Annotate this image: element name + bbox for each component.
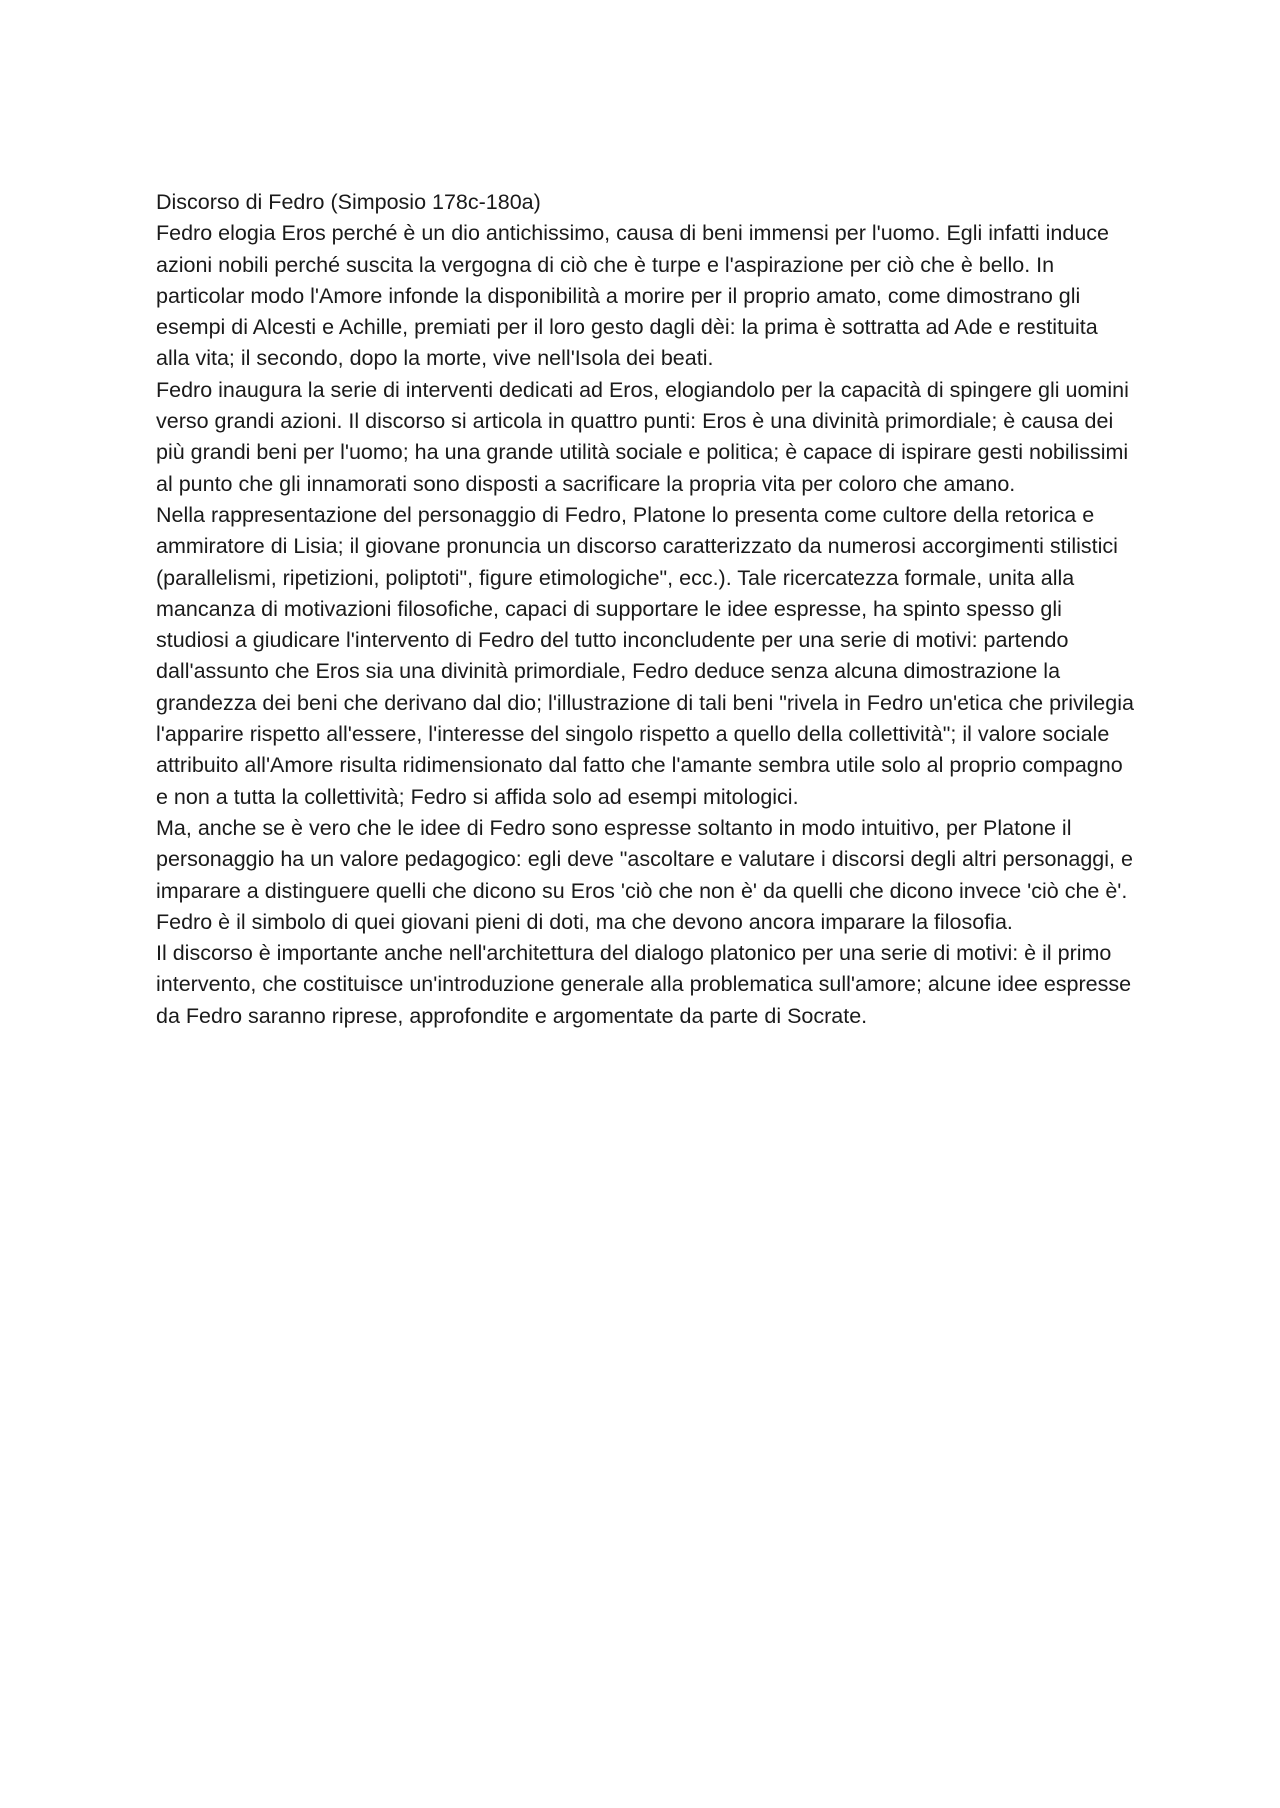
document-title: Discorso di Fedro (Simposio 178c-180a) [156, 190, 541, 214]
paragraph-3: Nella rappresentazione del personaggio di Fedro, Platone lo presenta come cultore della retorica e ammiratore di Lisia; il giovane pronuncia un discorso caratterizzato da numerosi accorgimenti stilistici (parallelismi, ripetizioni, poliptoti", figure etimologiche", ecc.). Tale ricercatezza formale, unita alla mancanza di motivazioni filosofiche, capaci di supportare le idee espresse, ha spinto spesso gli studiosi a giudicare l'intervento di Fedro del tutto inconcludente per una serie di motivi: partendo dall'assunto che Eros sia una divinità primordiale, Fedro deduce senza alcuna dimostrazione la grandezza dei beni che derivano dal dio; l'illustrazione di tali beni "rivela in Fedro un'etica che privilegia l'apparire rispetto all'essere, l'interesse del singolo rispetto a quello della collettività"; il valore sociale attribuito all'Amore risulta ridimensionato dal fatto che l'amante sembra utile solo al proprio compagno e non a tutta la collettività; Fedro si affida solo ad esempi mitologici. [156, 502, 1134, 809]
paragraph-5: Il discorso è importante anche nell'architettura del dialogo platonico per una serie di motivi: è il primo intervento, che costituisce un'introduzione generale alla problematica sull'amore; alcune idee espresse da Fedro saranno riprese, approfondite e argomentate da parte di Socrate. [156, 941, 1132, 1028]
paragraph-2: Fedro inaugura la serie di interventi dedicati ad Eros, elogiandolo per la capacità di spingere gli uomini verso grandi azioni. Il discorso si articola in quattro punti: Eros è una divinità primordiale; è causa dei più grandi beni per l'uomo; ha una grande utilità sociale e politica; è capace di ispirare gesti nobilissimi al punto che gli innamorati sono disposti a sacrificare la propria vita per coloro che amano. [156, 377, 1129, 496]
paragraph-1: Fedro elogia Eros perché è un dio antichissimo, causa di beni immensi per l'uomo. Egli infatti induce azioni nobili perché suscita la vergogna di ciò che è turpe e l'aspirazione per ciò che è bello. In particolar modo l'Amore infonde la disponibilità a morire per il proprio amato, come dimostrano gli esempi di Alcesti e Achille, premiati per il loro gesto dagli dèi: la prima è sottratta ad Ade e restituita alla vita; il secondo, dopo la morte, vive nell'Isola dei beati. [156, 221, 1109, 371]
document-body [156, 187, 1136, 1032]
paragraph-4: Ma, anche se è vero che le idee di Fedro sono espresse soltanto in modo intuitivo, per Platone il personaggio ha un valore pedagogico: egli deve "ascoltare e valutare i discorsi degli altri personaggi, e imparare a distinguere quelli che dicono su Eros 'ciò che non è' da quelli che dicono invece 'ciò che è'. Fedro è il simbolo di quei giovani pieni di doti, ma che devono ancora imparare la filosofia. [156, 815, 1133, 934]
